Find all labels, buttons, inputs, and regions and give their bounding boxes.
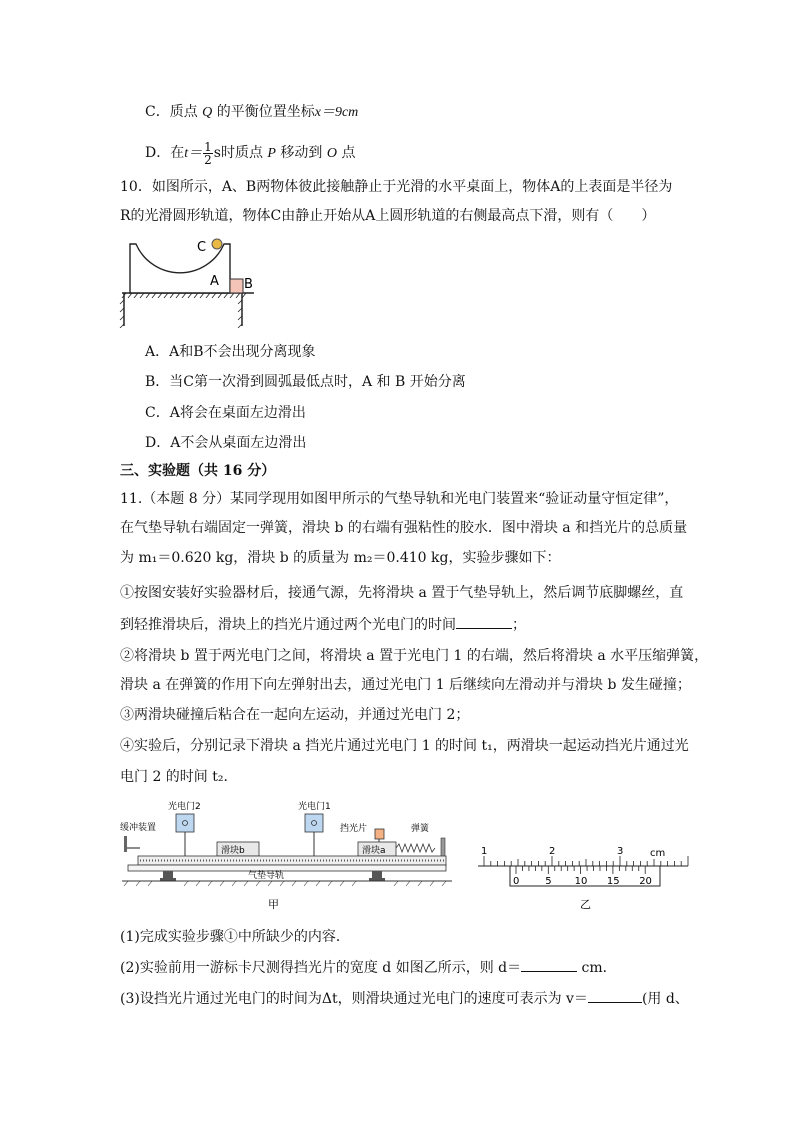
q11-step4-line1: ④实验后，分别记录下滑块 a 挡光片通过光电门 1 的时间 t₁，两滑块一起运动挡光片通过光 xyxy=(120,738,689,754)
option-text: s时质点 xyxy=(213,145,263,161)
main-tick-label: 1 xyxy=(481,846,488,857)
buffer-device xyxy=(124,836,127,852)
var-p: P xyxy=(267,146,276,161)
spring-mount xyxy=(441,838,445,858)
ground-hatch xyxy=(124,881,446,886)
q11-step3: ③两滑块碰撞后粘合在一起向左运动，并通过光电门 2； xyxy=(120,707,470,723)
answer-blank[interactable] xyxy=(456,614,512,629)
support-right xyxy=(372,871,382,878)
support-left xyxy=(163,871,173,878)
sub-text: (3)设挡光片通过光电门的时间为Δt，则滑块通过光电门的速度可表示为 v＝ xyxy=(120,991,588,1007)
sub-text: (用 d、 xyxy=(641,991,689,1007)
q11-line2: 在气垫导轨右端固定一弹簧，滑块 b 的右端有强粘性的胶水．图中滑块 a 和挡光片的总质量 xyxy=(120,520,688,536)
q9-option-c xyxy=(145,102,358,123)
fraction-numerator: 1 xyxy=(204,139,212,154)
option-label: D． xyxy=(145,145,171,161)
option-text: 在 xyxy=(170,145,185,161)
label-a: A xyxy=(210,274,219,289)
vernier-tick-label: 5 xyxy=(545,876,552,887)
answer-blank-v[interactable] xyxy=(588,988,642,1003)
label-rail: 气垫导轨 xyxy=(248,871,285,881)
caption-jia: 甲 xyxy=(268,898,279,911)
q11-sub2 xyxy=(120,957,617,978)
main-tick-label: 2 xyxy=(549,846,556,857)
var-q: Q xyxy=(202,105,213,120)
step-text: 到轻推滑块后，滑块上的挡光片通过两个光电门的时间 xyxy=(120,617,456,633)
option-text: 质点 xyxy=(169,104,198,120)
answer-blank-d[interactable] xyxy=(521,957,577,972)
label-block-b: 滑块b xyxy=(221,846,245,856)
label-gate1: 光电门1 xyxy=(298,802,331,812)
spring xyxy=(396,844,435,852)
q10-option-a: A．A和B不会出现分离现象 xyxy=(145,344,316,360)
vernier-tick-label: 20 xyxy=(639,876,652,887)
rail xyxy=(138,856,446,865)
q11-step1-line2 xyxy=(120,614,526,635)
block-b xyxy=(230,279,243,293)
label-shutter: 挡光片 xyxy=(340,824,368,834)
sub-text: (2)实验前用一游标卡尺测得挡光片的宽度 d 如图乙所示，则 d＝ xyxy=(120,960,522,976)
q11-step4-line2: 电门 2 的时间 t₂． xyxy=(120,769,238,785)
vernier-scale xyxy=(510,866,660,887)
q11-step1-line1: ①按图安装好实验器材后，接通气源，先将滑块 a 置于气垫导轨上，然后调节底脚螺丝，直 xyxy=(120,585,684,601)
option-text: 的平衡位置坐标 xyxy=(216,104,315,120)
label-c: C xyxy=(197,240,207,255)
q11-sub1: (1)完成实验步骤①中所缺少的内容． xyxy=(120,929,350,945)
option-label: C． xyxy=(145,104,170,120)
q11-line1: 11.（本题 8 分）某同学现用如图甲所示的气垫导轨和光电门装置来“验证动量守恒定律”， xyxy=(120,491,679,507)
q11-step2-line1: ②将滑块 b 置于两光电门之间，将滑块 a 置于光电门 1 的右端，然后将滑块 a 水平压缩弹簧， xyxy=(120,648,709,664)
q11-step2-line2: 滑块 a 在弹簧的作用下向左弹射出去，通过光电门 1 后继续向左滑动并与滑块 b 发生碰撞； xyxy=(120,677,691,693)
label-spring: 弹簧 xyxy=(411,824,430,834)
photogate-2 xyxy=(176,814,194,832)
figure-air-track xyxy=(118,796,458,914)
equation: x＝9cm xyxy=(314,105,359,120)
var-t: t＝ xyxy=(184,146,203,161)
caption-yi: 乙 xyxy=(580,898,591,911)
photogate-1 xyxy=(305,814,323,832)
q10-option-c: C．A将会在桌面左边滑出 xyxy=(145,405,306,421)
sub-text: cm． xyxy=(577,960,617,976)
ball-c xyxy=(212,239,222,249)
label-buffer: 缓冲装置 xyxy=(120,823,157,833)
fraction-denominator: 2 xyxy=(204,152,212,167)
q9-option-d xyxy=(145,140,355,167)
vernier-tick-label: 15 xyxy=(606,876,620,887)
vernier-tick-label: 0 xyxy=(513,876,520,887)
q11-sub3 xyxy=(120,988,689,1009)
q10-stem-line1: 10．如图所示，A、B两物体彼此接触静止于光滑的水平桌面上，物体A的上表面是半径为 xyxy=(120,179,673,195)
figure-vernier xyxy=(476,842,692,914)
label-block-a: 滑块a xyxy=(362,846,386,856)
shutter xyxy=(375,829,384,839)
q10-option-d: D．A不会从桌面左边滑出 xyxy=(145,435,307,451)
option-text: 点 xyxy=(341,145,356,161)
option-text: 移动到 xyxy=(280,145,323,161)
fraction-half xyxy=(203,141,213,166)
section-heading: 三、实验题（共 16 分） xyxy=(120,463,276,479)
q10-figure xyxy=(118,236,258,328)
q10-option-b: B．当C第一次滑到圆弧最低点时，A 和 B 开始分离 xyxy=(145,374,466,390)
unit-cm: cm xyxy=(650,848,666,859)
q10-stem-line2: R的光滑圆形轨道，物体C由静止开始从A上圆形轨道的右侧最高点下滑，则有（ ） xyxy=(120,208,656,224)
leg-hatch xyxy=(120,300,242,328)
vernier-tick-label: 10 xyxy=(574,876,588,887)
label-b: B xyxy=(244,277,253,292)
main-tick-label: 3 xyxy=(617,846,624,857)
q11-line3: 为 m₁＝0.620 kg，滑块 b 的质量为 m₂＝0.410 kg，实验步骤如下： xyxy=(120,550,561,566)
step-text: ； xyxy=(512,617,526,633)
label-gate2: 光电门2 xyxy=(168,802,201,812)
var-o: O xyxy=(326,146,337,161)
